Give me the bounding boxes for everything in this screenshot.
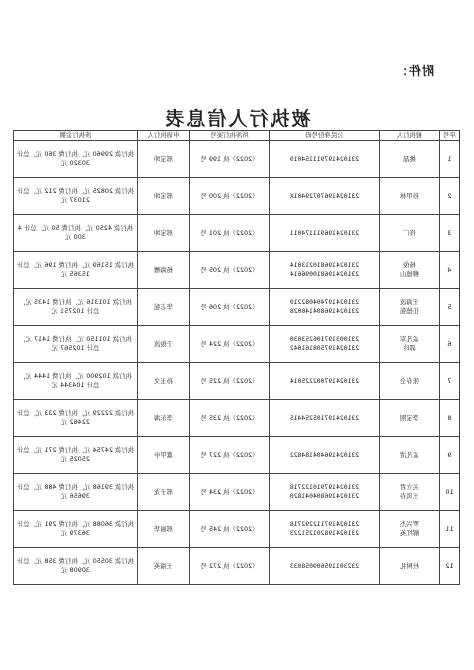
header-amount: 涉执行金额 [14, 131, 138, 141]
applicant-cell: 杨海鹰 [138, 252, 190, 289]
table-row [14, 400, 460, 437]
amount-cell: 执行款 101150 元，执行费 1417 元，总计 102567 元 [14, 326, 138, 363]
id-number-cell: 231003197106253030 231024197508161042 [270, 326, 380, 363]
case-number-cell: （2022）执 227 号 [190, 437, 270, 474]
table-row [14, 141, 460, 178]
header-applicant: 申请执行人 [138, 131, 190, 141]
case-number-cell: （2022）执 234 号 [190, 474, 270, 511]
amount-cell: 执行款 22229 元，执行费 233 元，总计 22462 元 [14, 400, 138, 437]
amount-cell: 执行款 20825 元，执行费 212 元，总计 21037 元 [14, 178, 138, 215]
debtor-cell: 杜树礼 [380, 548, 440, 585]
debtor-cell: 姚磊 [380, 141, 440, 178]
debtor-cell: 佟广 [380, 215, 440, 252]
applicant-cell: 于俊波 [138, 326, 190, 363]
amount-cell: 执行款 39168 元，执行费 488 元，总计 39656 元 [14, 474, 138, 511]
table-header-row [14, 131, 460, 141]
table-row [14, 474, 460, 511]
header-case-number: 所涉执行案号 [190, 131, 270, 141]
debtor-info-table [13, 130, 460, 585]
debtor-cell: 杨俊 柳德山 [380, 252, 440, 289]
serial-cell: 4 [440, 252, 460, 289]
debtor-cell: 张春全 [380, 363, 440, 400]
amount-cell: 执行款 30550 元，执行费 358 元，总计 30908 元 [14, 548, 138, 585]
table-row [14, 363, 460, 400]
id-number-cell: 231024197002225014 [270, 363, 380, 400]
page-title: 被执行人信息表 [163, 108, 311, 130]
debtor-cell: 孟凡清 [380, 437, 440, 474]
case-number-cell: （2022）执 206 号 [190, 289, 270, 326]
applicant-cell: 邢宝坤 [138, 141, 190, 178]
case-number-cell: （2022）执 235 号 [190, 400, 270, 437]
id-number-cell: 231024196810213014 231024196810096614 [270, 252, 380, 289]
id-number-cell: 231024196911174011 [270, 215, 380, 252]
header-debtor: 被执行人 [380, 131, 440, 141]
serial-cell: 11 [440, 511, 460, 548]
debtor-cell: 孟凡军 郭玲 [380, 326, 440, 363]
amount-cell: 执行款 101316 元，执行费 1435 元，总计 102751 元 [14, 289, 138, 326]
case-number-cell: （2022）执 205 号 [190, 252, 270, 289]
serial-cell: 10 [440, 474, 460, 511]
table-row [14, 215, 460, 252]
id-number-cell: 231024197911154019 [270, 141, 380, 178]
serial-cell: 6 [440, 326, 460, 363]
applicant-cell: 邢宝坤 [138, 215, 190, 252]
debtor-cell: 李宝刚 [380, 400, 440, 437]
amount-cell: 执行款 102900 元，执行费 1444 元，总计 104344 元 [14, 363, 138, 400]
table-row [14, 548, 460, 585]
table-row [14, 252, 460, 289]
applicant-cell: 邢子龙 [138, 474, 190, 511]
applicant-cell: 华志强 [138, 289, 190, 326]
case-number-cell: （2022）执 225 号 [190, 363, 270, 400]
serial-cell: 3 [440, 215, 460, 252]
amount-cell: 执行款 4250 元，执行费 50 元，总计 4300 元 [14, 215, 138, 252]
header-id-number: 公民身份号码 [270, 131, 380, 141]
id-number-cell: 231024197404082219 231024196804140028 [270, 289, 380, 326]
serial-cell: 12 [440, 548, 460, 585]
case-number-cell: （2022）执 245 号 [190, 511, 270, 548]
id-number-cell: 231024196404184822 [270, 437, 380, 474]
header-serial: 序号 [440, 131, 460, 141]
applicant-cell: 王福英 [138, 548, 190, 585]
applicant-cell: 邢丽华 [138, 511, 190, 548]
table-row [14, 289, 460, 326]
table-row [14, 178, 460, 215]
amount-cell: 执行款 29960 元，执行费 360 元，总计 30320 元 [14, 141, 138, 178]
serial-cell: 5 [440, 289, 460, 326]
table-row [14, 511, 460, 548]
serial-cell: 7 [440, 363, 460, 400]
debtor-cell: 孙甲林 [380, 178, 440, 215]
case-number-cell: （2022）执 224 号 [190, 326, 270, 363]
debtor-cell: 关立君 王凤春 [380, 474, 440, 511]
case-number-cell: （2022）执 200 号 [190, 178, 270, 215]
applicant-cell: 邢宝坤 [138, 178, 190, 215]
id-number-cell: 232301195609058033 [270, 548, 380, 585]
case-number-cell: （2022）执 199 号 [190, 141, 270, 178]
serial-cell: 8 [440, 400, 460, 437]
debtor-cell: 罗兴杰 解红英 [380, 511, 440, 548]
table-body [14, 141, 460, 585]
applicant-cell: 董甲申 [138, 437, 190, 474]
amount-cell: 执行款 15169 元，执行费 196 元，总计 15365 元 [14, 252, 138, 289]
table-row [14, 437, 460, 474]
id-number-cell: 231024197112292718 231024198201251223 [270, 511, 380, 548]
table-row [14, 326, 460, 363]
id-number-cell: 23102419670729401X [270, 178, 380, 215]
serial-cell: 2 [440, 178, 460, 215]
attachment-label: 附件： [394, 64, 434, 78]
serial-cell: 9 [440, 437, 460, 474]
amount-cell: 执行款 36088 元，执行费 291 元，总计 36379 元 [14, 511, 138, 548]
case-number-cell: （2022）执 201 号 [190, 215, 270, 252]
id-number-cell: 231024197910122718 231024196804041820 [270, 474, 380, 511]
case-number-cell: （2022）执 272 号 [190, 548, 270, 585]
debtor-cell: 王海波 任德强 [380, 289, 440, 326]
applicant-cell: 孙玉文 [138, 363, 190, 400]
serial-cell: 1 [440, 141, 460, 178]
amount-cell: 执行款 24754 元，执行费 271 元，总计 25025 元 [14, 437, 138, 474]
id-number-cell: 231024197105254415 [270, 400, 380, 437]
applicant-cell: 李东海 [138, 400, 190, 437]
